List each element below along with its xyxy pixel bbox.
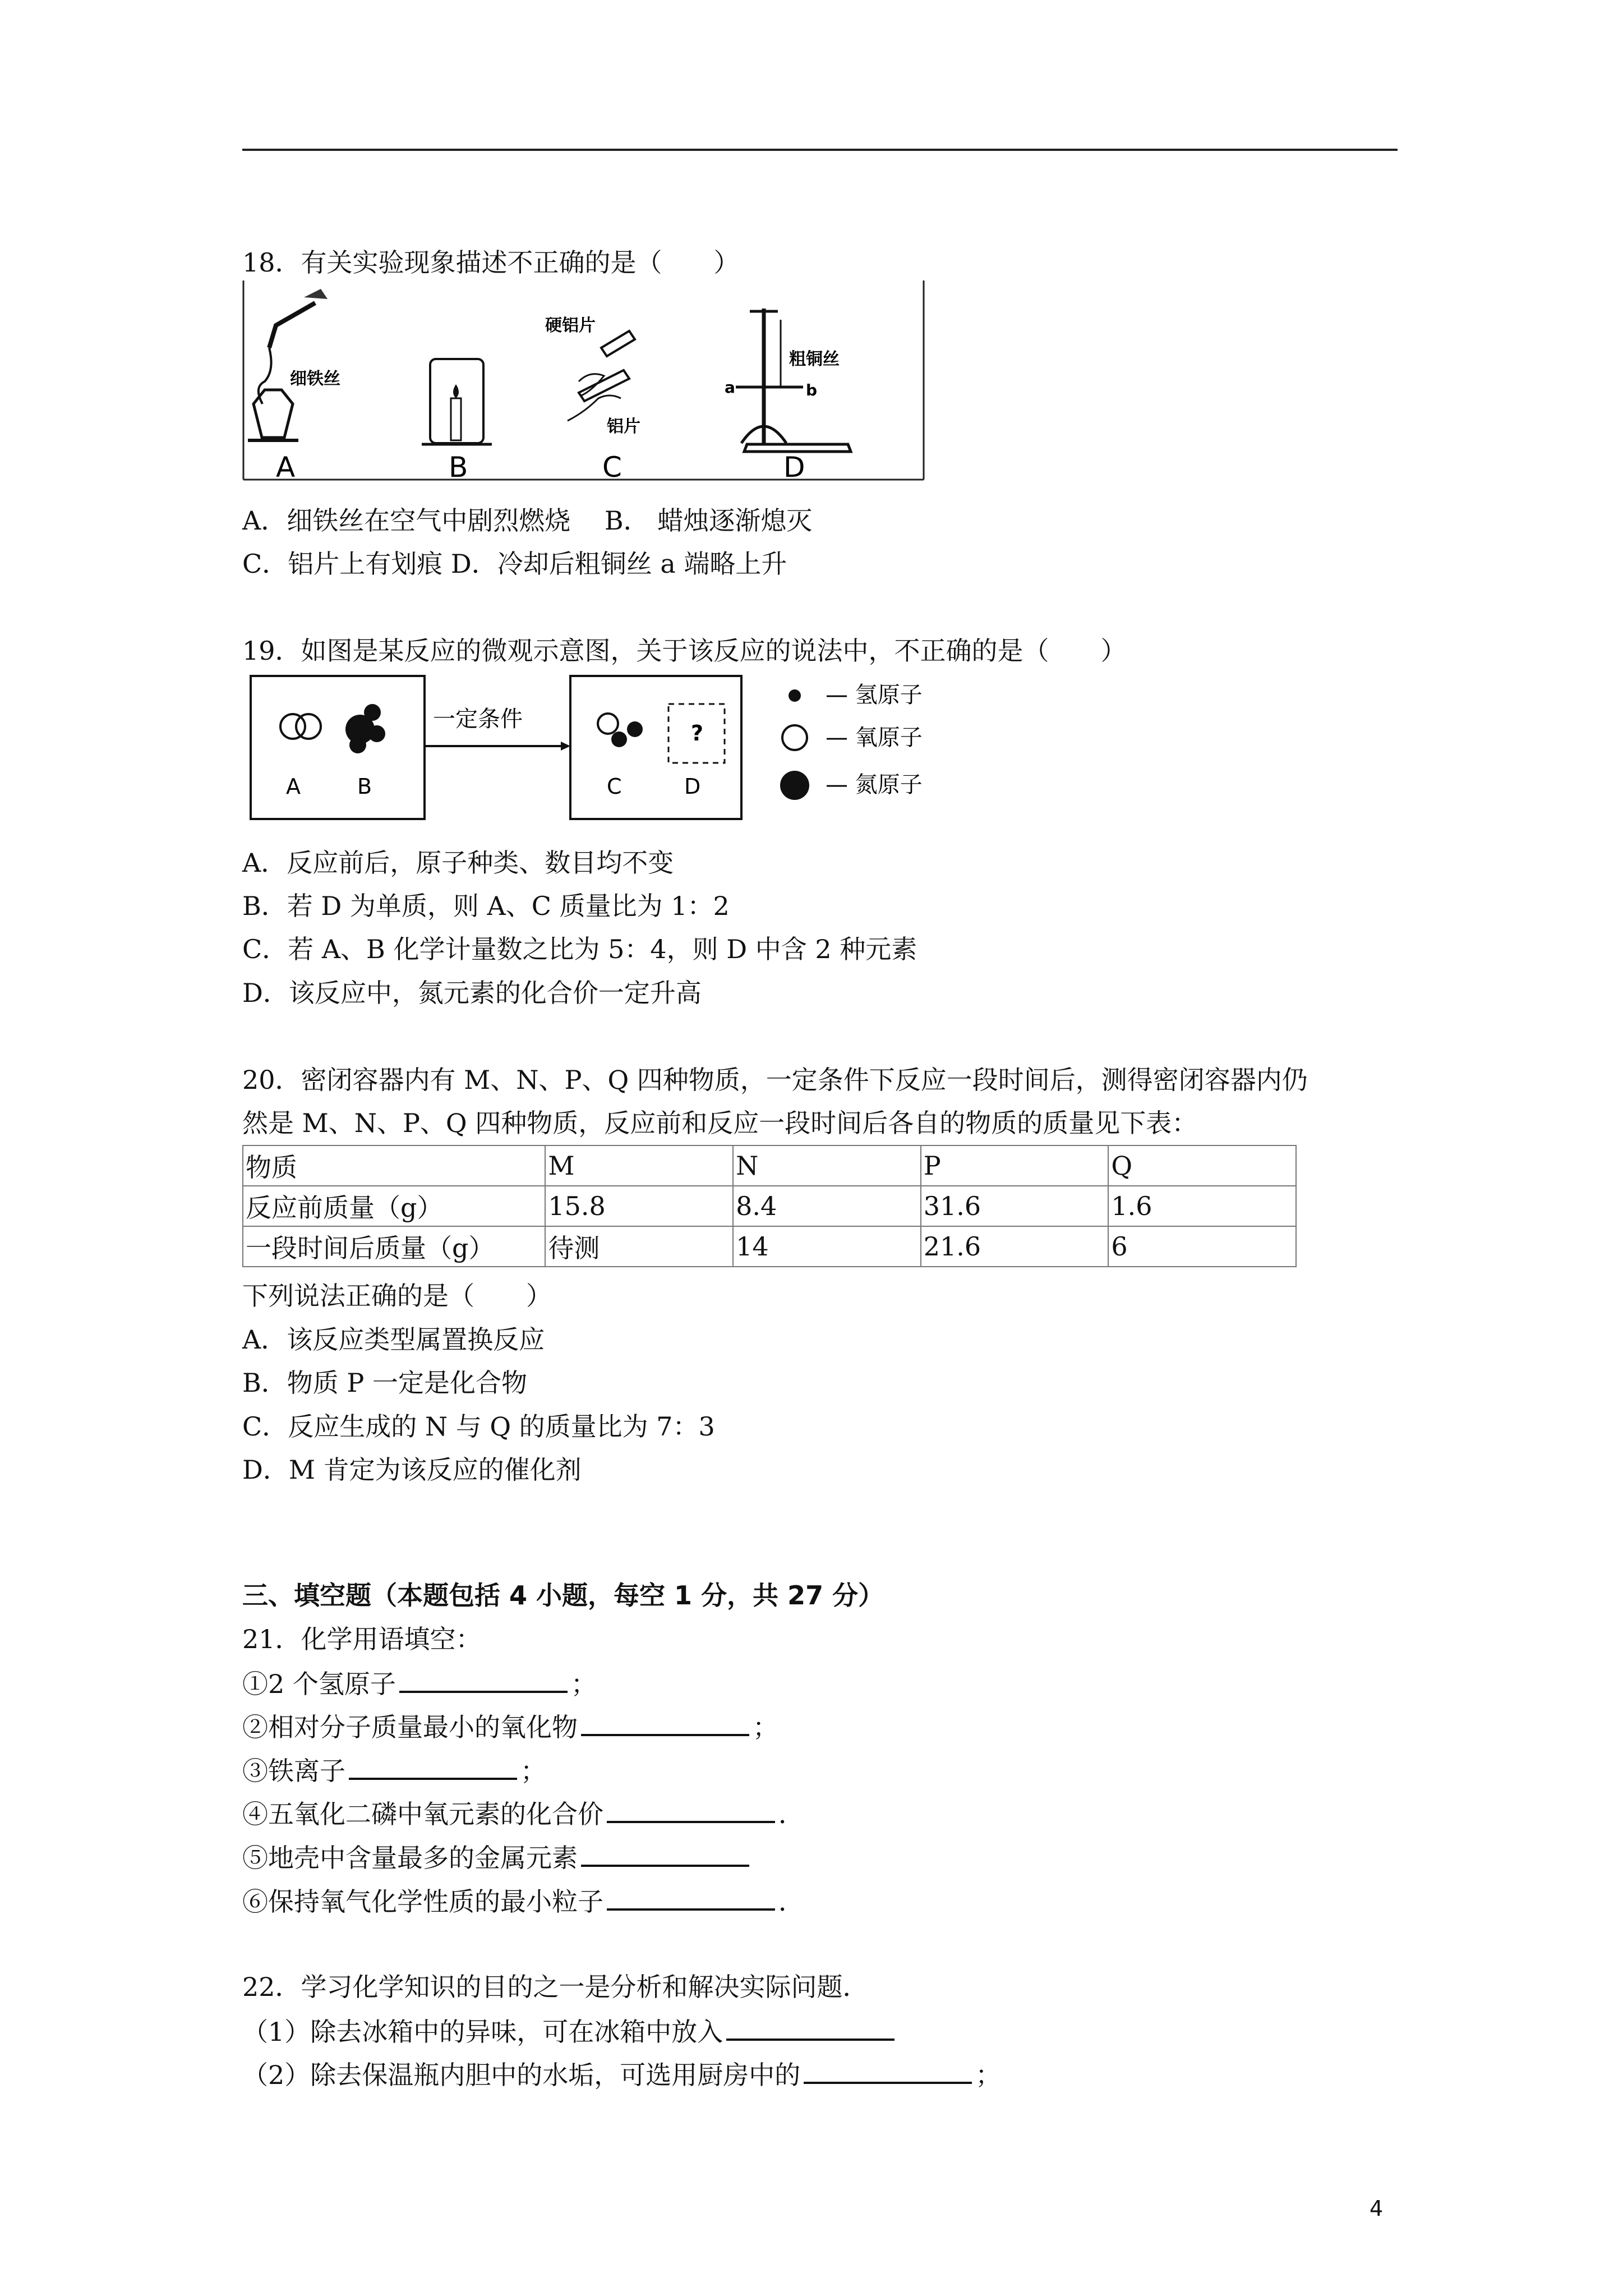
table-cell: N bbox=[733, 1145, 921, 1186]
q20-option-d: D．M 肯定为该反应的催化剂 bbox=[242, 1455, 582, 1485]
q18-stem: 18．有关实验现象描述不正确的是（ ） bbox=[242, 247, 740, 278]
answer-blank[interactable] bbox=[581, 1709, 749, 1736]
table-row bbox=[243, 1226, 1296, 1267]
molecule-b-label: B bbox=[357, 774, 372, 799]
nitrogen-atom-icon bbox=[780, 771, 809, 800]
table-cell: 6 bbox=[1108, 1226, 1296, 1267]
q21-stem: 21．化学用语填空： bbox=[242, 1624, 482, 1654]
q21-item-end: ． bbox=[778, 1887, 804, 1917]
copper-wire-figure bbox=[725, 309, 851, 452]
figure-label-c: C bbox=[602, 451, 622, 482]
table-cell: Q bbox=[1108, 1145, 1296, 1186]
answer-blank[interactable] bbox=[726, 2014, 895, 2041]
q19-stem: 19．如图是某反应的微观示意图，关于该反应的说法中，不正确的是（ ） bbox=[242, 636, 1127, 666]
q21-item-text: ⑥保持氧气化学性质的最小粒子 bbox=[242, 1887, 603, 1917]
table-cell: 反应前质量（g） bbox=[243, 1186, 545, 1226]
legend-oxygen: — 氧原子 bbox=[826, 725, 923, 751]
q19-option-a: A．反应前后，原子种类、数目均不变 bbox=[242, 848, 674, 878]
q21-item-end: ． bbox=[778, 1799, 804, 1829]
point-a-label: a bbox=[725, 378, 735, 397]
q21-item-end: ； bbox=[753, 1712, 778, 1742]
q19-option-b: B．若 D 为单质，则 A、C 质量比为 1：2 bbox=[242, 891, 730, 921]
aluminum-sheets-figure bbox=[545, 316, 640, 436]
q21-item-text: ②相对分子质量最小的氧化物 bbox=[242, 1712, 578, 1742]
table-cell: 14 bbox=[733, 1226, 921, 1267]
q20-question: 下列说法正确的是（ ） bbox=[242, 1281, 552, 1311]
arrow-condition: 一定条件 bbox=[433, 706, 523, 732]
molecule-d-label: D bbox=[684, 774, 701, 799]
table-cell: P bbox=[921, 1145, 1109, 1186]
q22-item bbox=[242, 2014, 898, 2049]
iron-wire-label: 细铁丝 bbox=[290, 369, 340, 389]
table-cell: M bbox=[545, 1145, 733, 1186]
q20-option-a: A．该反应类型属置换反应 bbox=[242, 1324, 545, 1355]
q18-options-cd: C．铝片上有划痕 D．冷却后粗铜丝 a 端略上升 bbox=[242, 549, 787, 579]
table-row bbox=[243, 1145, 1296, 1186]
hydrogen-atom-icon bbox=[789, 689, 801, 702]
table-cell: 物质 bbox=[243, 1145, 545, 1186]
q21-item bbox=[242, 1840, 753, 1875]
answer-blank[interactable] bbox=[399, 1666, 568, 1693]
table-cell: 21.6 bbox=[921, 1226, 1109, 1267]
figure-label-d: D bbox=[783, 451, 805, 482]
q18-options-ab: A．细铁丝在空气中剧烈燃烧 B． 蜡烛逐渐熄灭 bbox=[242, 505, 813, 536]
molecule-c-label: C bbox=[607, 774, 622, 799]
table-cell: 8.4 bbox=[733, 1186, 921, 1226]
q21-item bbox=[242, 1709, 778, 1744]
table-cell: 31.6 bbox=[921, 1186, 1109, 1226]
answer-blank[interactable] bbox=[349, 1753, 517, 1780]
q21-item-end: ； bbox=[570, 1669, 597, 1699]
page-number: 4 bbox=[1370, 2196, 1384, 2221]
q21-item bbox=[242, 1753, 546, 1788]
iron-wire-figure bbox=[248, 289, 340, 440]
point-b-label: b bbox=[806, 381, 818, 399]
q22-item-text: （1）除去冰箱中的异味，可在冰箱中放入 bbox=[242, 2017, 723, 2047]
q21-item-text: ④五氧化二磷中氧元素的化合价 bbox=[242, 1799, 603, 1829]
answer-blank[interactable] bbox=[607, 1796, 775, 1823]
q21-item-text: ①2 个氢原子 bbox=[242, 1669, 396, 1699]
q21-item bbox=[242, 1884, 804, 1918]
q20-option-c: C．反应生成的 N 与 Q 的质量比为 7：3 bbox=[242, 1411, 715, 1442]
q19-diagram bbox=[242, 668, 988, 830]
table-cell: 一段时间后质量（g） bbox=[243, 1226, 545, 1267]
oxygen-atom-icon bbox=[782, 725, 807, 750]
q22-stem: 22．学习化学知识的目的之一是分析和解决实际问题． bbox=[242, 1972, 869, 2002]
figure-label-b: B bbox=[449, 451, 468, 482]
q22-item-end: ； bbox=[975, 2060, 1002, 2090]
q22-item bbox=[242, 2057, 1001, 2092]
q21-item bbox=[242, 1796, 804, 1831]
q20-stem-line2: 然是 M、N、P、Q 四种物质，反应前和反应一段时间后各自的物质的质量见下表： bbox=[242, 1108, 1198, 1138]
q19-option-c: C．若 A、B 化学计量数之比为 5：4，则 D 中含 2 种元素 bbox=[242, 934, 917, 964]
q20-stem-line1: 20．密闭容器内有 M、N、P、Q 四种物质，一定条件下反应一段时间后，测得密闭容器内仍 bbox=[242, 1065, 1308, 1095]
table-cell: 待测 bbox=[545, 1226, 733, 1267]
mass-table bbox=[242, 1145, 1297, 1267]
candle-jar-figure bbox=[422, 359, 492, 444]
hard-aluminum-label: 硬铝片 bbox=[545, 316, 596, 335]
legend-nitrogen: — 氮原子 bbox=[826, 772, 923, 798]
table-row bbox=[243, 1186, 1296, 1226]
section-title: 三、填空题（本题包括 4 小题，每空 1 分，共 27 分） bbox=[242, 1580, 884, 1611]
header-rule bbox=[242, 149, 1398, 151]
legend-hydrogen: — 氢原子 bbox=[826, 682, 923, 708]
q18-figure bbox=[242, 280, 926, 482]
figure-label-a: A bbox=[276, 451, 296, 482]
q20-option-b: B．物质 P 一定是化合物 bbox=[242, 1368, 527, 1398]
answer-blank[interactable] bbox=[607, 1884, 775, 1911]
q19-option-d: D．该反应中，氮元素的化合价一定升高 bbox=[242, 978, 702, 1008]
q21-item-text: ③铁离子 bbox=[242, 1756, 345, 1786]
q22-item-text: （2）除去保温瓶内胆中的水垢，可选用厨房中的 bbox=[242, 2060, 801, 2090]
answer-blank[interactable] bbox=[581, 1840, 749, 1867]
aluminum-label: 铝片 bbox=[607, 417, 640, 436]
answer-blank[interactable] bbox=[804, 2057, 972, 2084]
table-cell: 15.8 bbox=[545, 1186, 733, 1226]
molecule-a-label: A bbox=[286, 774, 301, 799]
q21-item-end: ； bbox=[520, 1756, 546, 1786]
unknown-molecule: ? bbox=[691, 721, 704, 746]
copper-wire-label: 粗铜丝 bbox=[789, 349, 840, 369]
q21-item bbox=[242, 1666, 597, 1701]
q21-item-text: ⑤地壳中含量最多的金属元素 bbox=[242, 1843, 578, 1873]
table-cell: 1.6 bbox=[1108, 1186, 1296, 1226]
